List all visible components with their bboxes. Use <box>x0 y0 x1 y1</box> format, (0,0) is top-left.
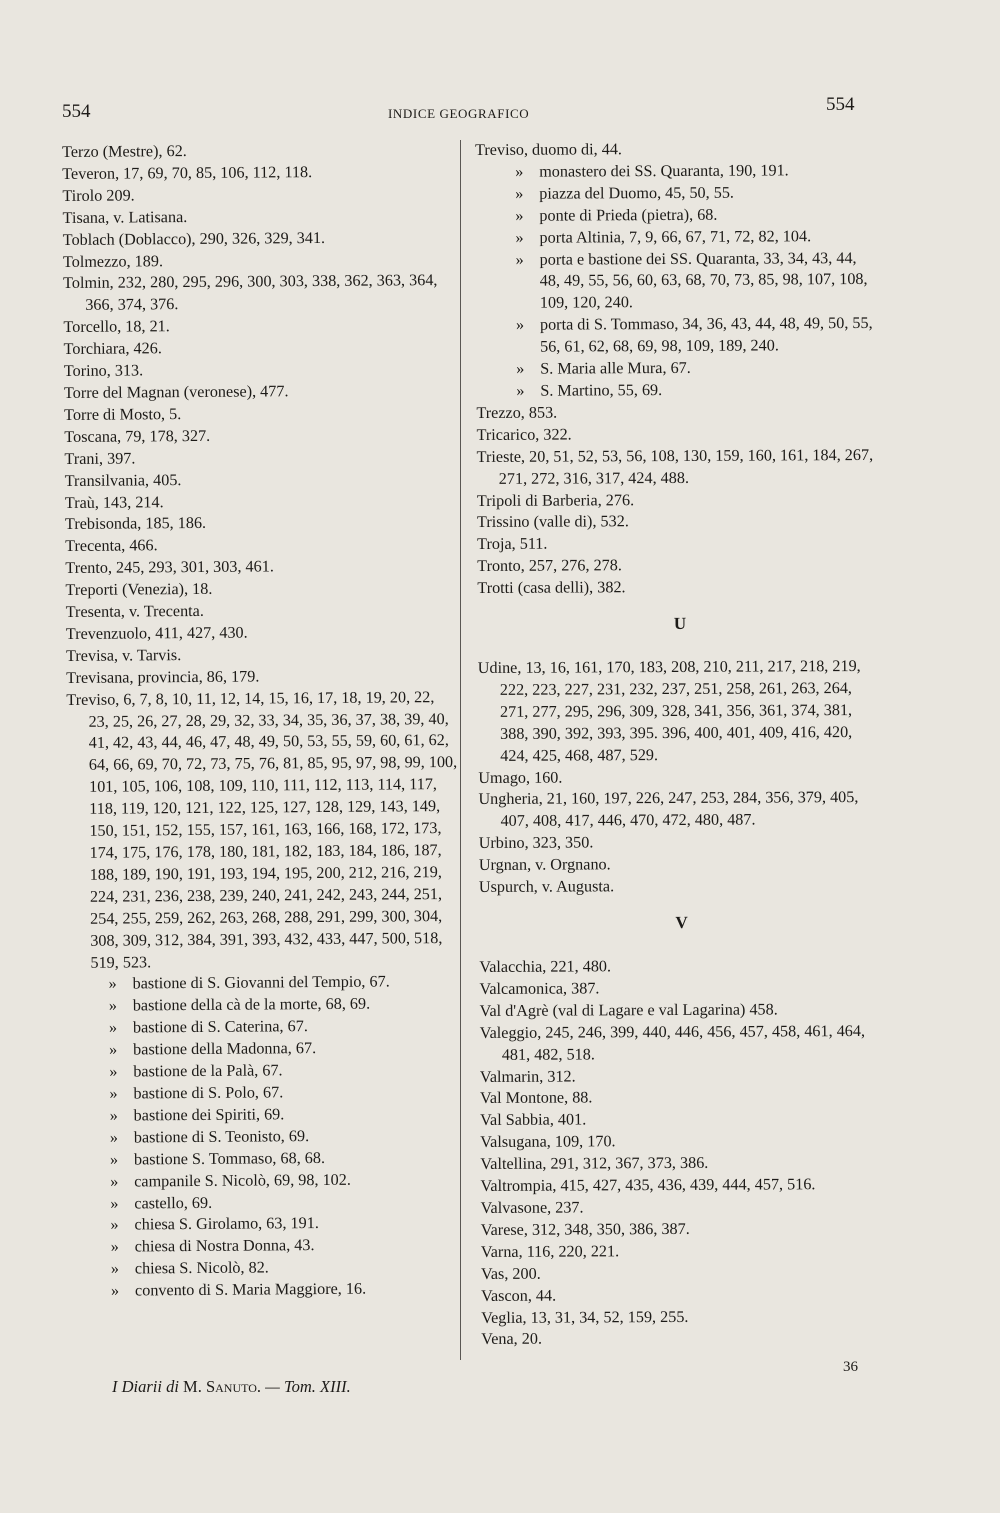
ditto-mark: » <box>110 1281 120 1300</box>
index-entry: Tripoli di Barberia, 276. <box>476 490 635 510</box>
ditto-mark: » <box>515 315 525 335</box>
subentry-text: bastione di S. Polo, 67. <box>133 1083 284 1103</box>
index-subentry <box>71 1278 463 1303</box>
index-entry: Val d'Agrè (val di Lagare e val Lagarina) 458. <box>479 1000 778 1020</box>
index-entry: Vena, 20. <box>481 1330 543 1349</box>
index-entry: Torre del Magnan (veronese), 477. <box>63 382 289 402</box>
subentry-text: porta e bastione dei SS. Quaranta, 33, 34, 43, 44, 48, 49, 55, 56, 60, 63, 68, 70, 73, 85, 98, 107, 108, 109, 120, 240. <box>539 248 868 313</box>
index-subentry <box>475 226 880 250</box>
index-entry: Vascon, 44. <box>481 1286 557 1305</box>
subentry-text: bastione della Madonna, 67. <box>133 1039 317 1059</box>
index-entry: Toscana, 79, 178, 327. <box>64 426 211 446</box>
index-subentry <box>475 204 880 228</box>
index-entry: Uspurch, v. Augusta. <box>478 877 615 897</box>
subentry-text: piazza del Duomo, 45, 50, 55. <box>539 183 734 203</box>
left-index-column <box>62 139 463 1303</box>
index-entry: Troja, 511. <box>477 534 548 554</box>
footer-volume: — Tom. XIII. <box>265 1377 351 1396</box>
index-entry: Torino, 313. <box>63 361 144 381</box>
ditto-mark: » <box>109 1106 118 1125</box>
index-entry: Tirolo 209. <box>62 186 135 205</box>
index-entry: Trieste, 20, 51, 52, 53, 56, 108, 130, 159, 160, 161, 184, 267, 271, 272, 316, 317, 424, 488. <box>476 445 874 488</box>
index-entry: Trecenta, 466. <box>65 536 158 556</box>
ditto-mark: » <box>109 1084 118 1103</box>
index-subentry <box>475 160 880 184</box>
index-entry: Valsugana, 109, 170. <box>480 1132 616 1152</box>
index-entry: Terzo (Mestre), 62. <box>62 142 187 161</box>
index-subentry <box>71 1256 463 1281</box>
index-entry: Valeggio, 245, 246, 399, 440, 446, 456, 457, 458, 461, 464, 481, 482, 518. <box>479 1021 866 1064</box>
subentry-text: bastione di S. Caterina, 67. <box>132 1017 308 1037</box>
running-title: INDICE GEOGRAFICO <box>388 106 530 121</box>
index-subentry <box>476 247 881 315</box>
ditto-mark: » <box>109 1040 118 1059</box>
index-entry: Tricarico, 322. <box>476 425 572 444</box>
index-entry: Veglia, 13, 31, 34, 52, 159, 255. <box>481 1307 689 1327</box>
index-entry: Trento, 245, 293, 301, 303, 461. <box>65 557 274 578</box>
index-entry: Umago, 160. <box>478 768 563 787</box>
index-entry: Valmarin, 312. <box>479 1067 576 1086</box>
index-entry: Trissino (valle di), 532. <box>476 512 629 532</box>
index-subentry <box>476 313 881 359</box>
index-entry: Tisana, v. Latisana. <box>62 207 188 227</box>
index-entry: Transilvania, 405. <box>64 470 182 490</box>
ditto-mark: » <box>110 1237 119 1256</box>
index-subentry <box>70 1125 462 1150</box>
index-entry: Ungheria, 21, 160, 197, 226, 247, 253, 284, 356, 379, 405, 407, 408, 417, 446, 470, 472, 480, 487. <box>478 788 859 831</box>
index-entry: Trezzo, 853. <box>476 403 558 422</box>
ditto-mark: » <box>516 359 525 378</box>
index-entry: Torcello, 18, 21. <box>63 317 170 337</box>
index-entry: Urgnan, v. Orgnano. <box>478 855 611 875</box>
ditto-mark: » <box>110 1259 120 1278</box>
index-entry: Urbino, 323, 350. <box>478 833 594 853</box>
index-entry: Trani, 397. <box>64 449 136 468</box>
subentry-text: S. Maria alle Mura, 67. <box>540 358 691 378</box>
index-subentry <box>476 379 881 403</box>
ditto-mark: » <box>516 381 525 400</box>
right-page-number: 554 <box>826 94 855 115</box>
column-divider <box>460 140 461 1360</box>
ditto-mark: » <box>110 1215 119 1235</box>
index-entry: Torchiara, 426. <box>63 339 162 359</box>
subentry-text: convento di S. Maria Maggiore, 16. <box>134 1279 367 1300</box>
index-entry: Udine, 13, 16, 161, 170, 183, 208, 210, 211, 217, 218, 219, 222, 223, 227, 231, 232, 237, 251, 258, 261, 263, 264, 271, 277, 295, 296, 309, 328, 341, 356, 361, 374, 381, 388, 390, 392, 393, 395. 396, 400, 401, 409, 416, 420, 424, 425, 468, 487, 529. <box>477 657 861 765</box>
index-entry: Trotti (casa delli), 382. <box>477 578 626 598</box>
index-entry: Trevisa, v. Tarvis. <box>65 645 182 665</box>
subentry-text: ponte di Prieda (pietra), 68. <box>539 205 718 225</box>
right-index-column <box>475 138 886 1351</box>
index-entry: Val Montone, 88. <box>479 1088 593 1108</box>
ditto-mark: » <box>515 206 524 225</box>
index-entry: Traù, 143, 214. <box>64 492 164 512</box>
subentry-text: bastione della cà de la morte, 68, 69. <box>132 994 371 1015</box>
index-subentry <box>70 1147 462 1172</box>
index-subentry <box>69 1037 461 1062</box>
index-entry: Val Sabbia, 401. <box>480 1110 587 1130</box>
index-entry: Trevenzuolo, 411, 427, 430. <box>65 623 248 643</box>
ditto-mark: » <box>110 1194 119 1213</box>
index-subentry <box>70 1190 462 1215</box>
subentry-text: castello, 69. <box>134 1193 213 1212</box>
subentry-text: bastione de la Palà, 67. <box>133 1061 283 1081</box>
index-entry: Valtrompia, 415, 427, 435, 436, 439, 444, 457, 516. <box>480 1175 816 1196</box>
index-entry: Tresenta, v. Trecenta. <box>65 601 204 622</box>
ditto-mark: » <box>108 996 117 1016</box>
left-page-number: 554 <box>62 101 91 122</box>
index-entry: Tronto, 257, 276, 278. <box>477 556 622 576</box>
subentry-text: campanile S. Nicolò, 69, 98, 102. <box>134 1170 351 1191</box>
subentry-text: chiesa S. Girolamo, 63, 191. <box>134 1214 319 1234</box>
subentry-text: bastione S. Tommaso, 68, 68. <box>133 1148 326 1169</box>
ditto-mark: » <box>515 250 524 269</box>
index-entry: Tolmin, 232, 280, 295, 296, 300, 303, 338, 362, 363, 364, 366, 374, 376. <box>63 271 438 315</box>
subentry-text: chiesa S. Nicolò, 82. <box>134 1258 269 1278</box>
index-subentry <box>69 971 461 996</box>
index-entry: Vas, 200. <box>480 1264 541 1283</box>
index-entry: Valacchia, 221, 480. <box>479 957 612 976</box>
index-entry: Treviso, duomo di, 44. <box>475 140 623 159</box>
footer-prefix: I Diarii di <box>112 1377 179 1396</box>
subentry-text: bastione dei Spiriti, 69. <box>133 1105 285 1125</box>
index-entry: Varese, 312, 348, 350, 386, 387. <box>480 1219 690 1239</box>
index-subentry <box>69 1015 461 1040</box>
footer-author: M. Sanuto. <box>183 1377 262 1396</box>
subentry-text: S. Martino, 55, 69. <box>540 380 663 400</box>
index-subentry <box>71 1234 463 1259</box>
index-subentry <box>70 1168 462 1193</box>
index-entry: Treporti (Venezia), 18. <box>65 579 213 600</box>
subentry-text: chiesa di Nostra Donna, 43. <box>134 1236 315 1256</box>
footer-imprint <box>112 1377 351 1397</box>
index-subentry <box>69 1059 461 1084</box>
index-entry: Valvasone, 237. <box>480 1198 584 1217</box>
ditto-mark: » <box>108 975 117 994</box>
ditto-mark: » <box>108 1018 118 1037</box>
index-subentry <box>70 1212 462 1237</box>
index-entry: Tolmezzo, 189. <box>62 251 164 271</box>
index-entry: Trebisonda, 185, 186. <box>64 514 207 534</box>
index-subentry <box>69 1081 461 1106</box>
index-entry: Valtellina, 291, 312, 367, 373, 386. <box>480 1153 709 1174</box>
subentry-text: monastero dei SS. Quaranta, 190, 191. <box>539 161 789 181</box>
subentry-text: bastione di S. Teonisto, 69. <box>133 1126 310 1147</box>
subentry-text: porta di S. Tommaso, 34, 36, 43, 44, 48, 49, 50, 55, 56, 61, 62, 68, 69, 98, 109, 189, 240. <box>539 314 873 356</box>
index-entry: Trevisana, provincia, 86, 179. <box>66 667 260 687</box>
index-entry: Teveron, 17, 69, 70, 85, 106, 112, 118. <box>62 162 313 183</box>
index-entry: Treviso, 6, 7, 8, 10, 11, 12, 14, 15, 16, 17, 18, 19, 20, 22, 23, 25, 26, 27, 28, 29, 32, 33, 34, 35, 36, 37, 38, 39, 40, 41, 42, 43, 44, 46, 47, 48, 49, 50, 53, 55, 59, 60, 61, 62, 64, 66, 69, 70, 72, 73, 75, 76, 81, 85, 95, 97, 98, 99, 100, 101, 105, 106, 108, 109, 110, 111, 112, 113, 114, 117, 118, 119, 120, 121, 122, 125, 127, 128, 129, 143, 149, 150, 151, 152, 155, 157, 161, 163, 166, 168, 172, 173, 174, 175, 176, 178, 180, 181, 182, 183, 184, 186, 187, 188, 189, 190, 191, 193, 194, 195, 200, 212, 216, 219, 224, 231, 236, 238, 239, 240, 241, 242, 243, 244, 251, 254, 255, 259, 262, 263, 268, 288, 291, 299, 300, 304, 308, 309, 312, 384, 391, 393, 432, 433, 447, 500, 518, 519, 523. <box>66 687 458 972</box>
index-subentry <box>476 357 881 381</box>
index-subentry <box>70 1103 462 1128</box>
ditto-mark: » <box>109 1150 119 1169</box>
subentry-text: porta Altinia, 7, 9, 66, 67, 71, 72, 82, 104. <box>539 226 812 247</box>
index-entry: Torre di Mosto, 5. <box>64 404 182 424</box>
signature-number: 36 <box>843 1359 858 1375</box>
ditto-mark: » <box>109 1128 118 1147</box>
section-letter: U <box>673 613 687 633</box>
index-entry: Valcamonica, 387. <box>479 979 600 998</box>
index-subentry <box>69 993 461 1018</box>
section-letter: V <box>675 912 688 932</box>
ditto-mark: » <box>515 162 524 181</box>
subentry-text: bastione di S. Giovanni del Tempio, 67. <box>132 972 390 993</box>
ditto-mark: » <box>515 184 524 203</box>
index-subentry <box>475 182 880 206</box>
index-entry: Toblach (Doblacco), 290, 326, 329, 341. <box>62 228 326 249</box>
ditto-mark: » <box>515 228 524 247</box>
index-entry: Varna, 116, 220, 221. <box>480 1242 620 1261</box>
ditto-mark: » <box>110 1172 119 1191</box>
ditto-mark: » <box>109 1062 118 1081</box>
